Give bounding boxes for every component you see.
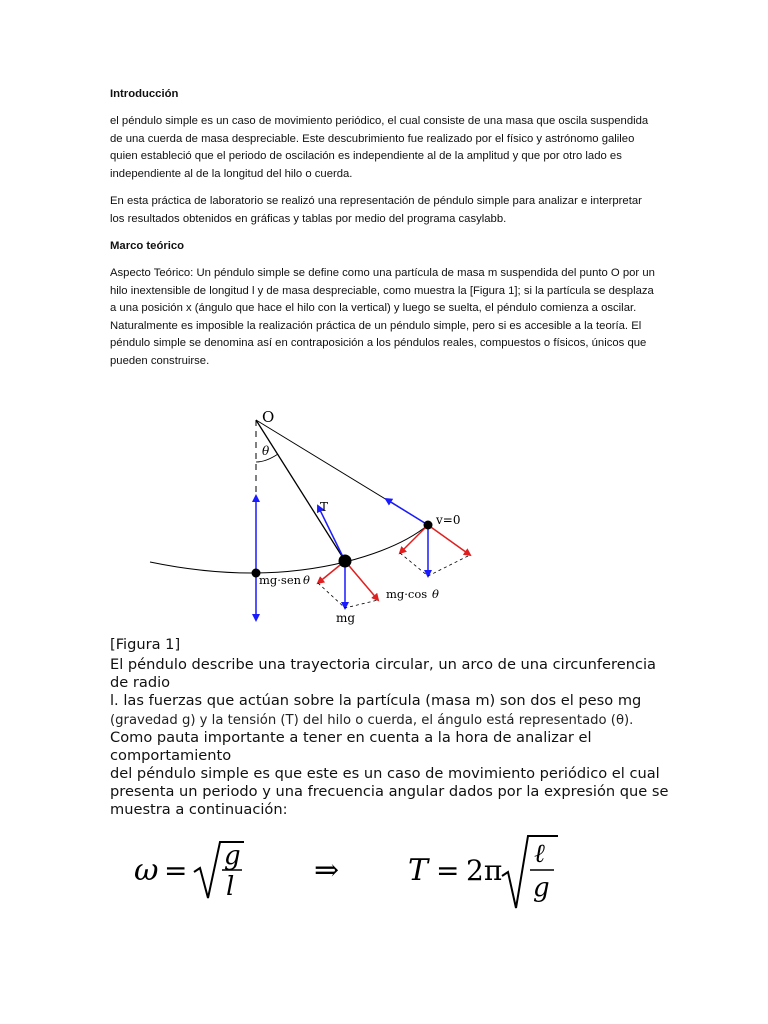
paragraph-intro: el péndulo simple es un caso de movimiento periódico, el cual consiste de una masa que oscila suspendida de una cuerda de masa despreciable. Este descubrimiento fue realizado por el físico y astrónomo galileo quien estableció que el periodo de oscilación es independiente al de la amplitud y que por otro lado es independiente al de la longitud del hilo o cuerda. [110, 115, 649, 180]
label-mg-sen: mg·sen [259, 573, 302, 587]
formula-two-pi: 2π [466, 854, 503, 887]
label-mg-cos: mg·cos [386, 587, 428, 601]
tangent-component-extreme [400, 525, 428, 553]
tension-arrow-extreme [386, 499, 428, 525]
formula-block [130, 828, 610, 918]
label-t: T [320, 500, 329, 514]
text-line-periodico: del péndulo simple es que este es un caso de movimiento periódico el cual presenta un periodo y una frecuencia angular dados por la expresión que se muestra a continuación: [110, 765, 669, 819]
label-theta: θ [262, 444, 270, 458]
string-to-bob [256, 420, 345, 561]
projection-dashes-bob [318, 583, 378, 608]
formula-l: l [226, 872, 235, 902]
radial-component-extreme [428, 525, 470, 555]
bob-extreme [424, 521, 433, 530]
text-line-gravedad: (gravedad g) y la tensión (T) del hilo o cuerda, el ángulo está representado (θ). [110, 713, 634, 728]
mg-cos-component [345, 561, 378, 600]
formula-g2: g [533, 873, 550, 903]
formula-equals-1: = [164, 854, 188, 887]
formula-omega: ω [134, 853, 159, 888]
figure-caption: [Figura 1] [110, 636, 181, 653]
text-line-fuerzas: l. las fuerzas que actúan sobre la partícula (masa m) son dos el peso mg [110, 692, 642, 709]
text-line-trayectoria: El péndulo describe una trayectoria circular, un arco de una circunferencia de radio [110, 656, 656, 692]
formula-g: g [224, 841, 241, 871]
formula-ell: ℓ [534, 839, 545, 869]
heading-introduccion: Introducción [110, 88, 179, 100]
trajectory-arc [150, 525, 428, 573]
formula-t: T [408, 853, 429, 888]
label-mg-cos-theta: θ [432, 587, 439, 601]
paragraph-practica: En esta práctica de laboratorio se realizó una representación de péndulo simple para analizar e interpretar los resultados obtenidos en gráficas y tablas por medio del programa casylabb. [110, 195, 642, 225]
label-v0: v=0 [436, 513, 461, 527]
label-mg: mg [336, 611, 356, 625]
formula-implies: ⇒ [314, 853, 340, 888]
label-mg-sen-theta: θ [303, 573, 310, 587]
bob-mass [339, 555, 352, 568]
paragraph-aspecto-teorico: Aspecto Teórico: Un péndulo simple se define como una partícula de masa m suspendida del punto O por un hilo inextensible de longitud l y de masa despreciable, como muestra la [Figura 1]; si la partícula se desplaza a una posición x (ángulo que hace el hilo con la vertical) y luego se suelta, el péndulo comienza a oscilar. Naturalmente es imposible la realización práctica de un péndulo simple, pero si es accesible a la teoría. El péndulo simple se denomina así en contraposición a los péndulos reales, compuestos o físicos, únicos que pueden construirse. [110, 267, 655, 367]
heading-marco-teorico: Marco teórico [110, 240, 185, 252]
tension-arrow [318, 506, 345, 561]
label-o: O [262, 408, 275, 426]
formula-equals-2: = [436, 854, 460, 887]
text-line-pauta: Como pauta importante a tener en cuenta a la hora de analizar el comportamiento [110, 729, 592, 765]
projection-dashes-extreme [400, 553, 470, 576]
